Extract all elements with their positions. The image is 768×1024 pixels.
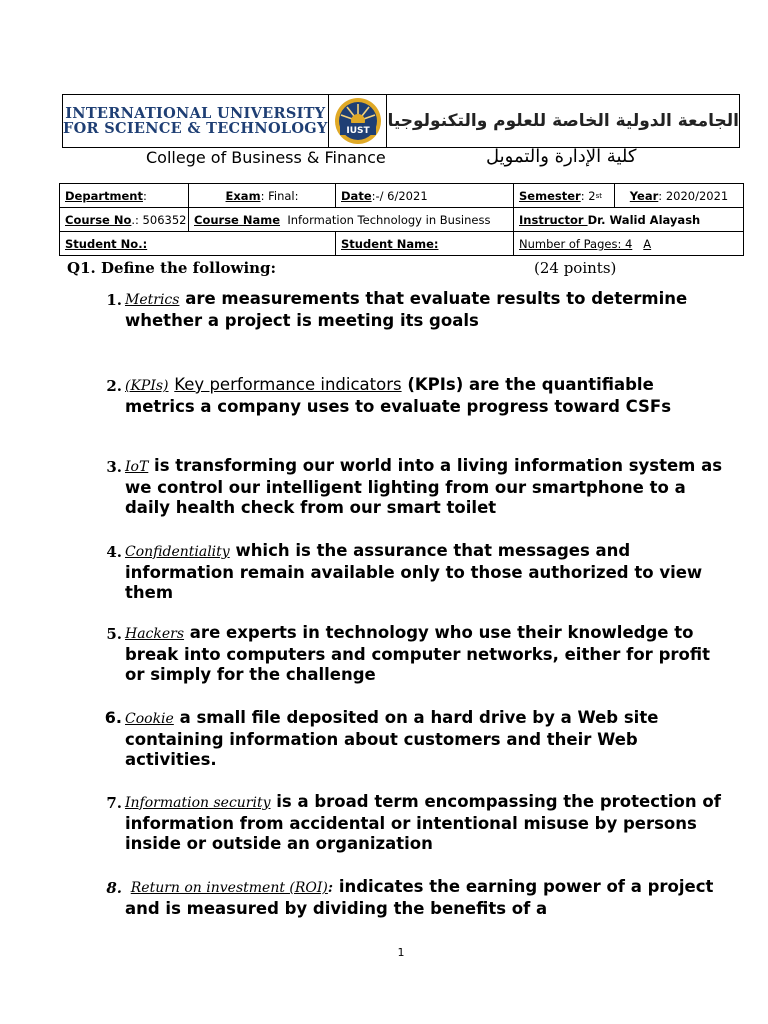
definition-text: Information security is a broad term encompassing the protection of information from accidental or intentional misuse by persons inside or outside an organization	[125, 792, 721, 854]
exam-info-table	[59, 183, 744, 256]
iust-seal-icon	[331, 96, 385, 146]
definition-text: Return on investment (ROI): indicates the earning power of a project and is measured by dividing the benefits of a	[125, 877, 714, 918]
item-number: 2.	[106, 377, 122, 395]
college-name-ar: كلية الإدارة والتمويل	[486, 146, 637, 167]
college-name-en: College of Business & Finance	[146, 148, 386, 167]
university-name-line1: INTERNATIONAL UNIVERSITY	[65, 105, 326, 122]
year-cell: Year: 2020/2021	[629, 188, 729, 203]
letterhead	[62, 94, 740, 148]
item-number: 3.	[106, 458, 122, 476]
definition-text: Metrics are measurements that evaluate results to determine whether a project is meeting its goals	[125, 289, 688, 330]
item-number: 6.	[104, 708, 122, 727]
item-number: 4.	[106, 543, 122, 561]
item-number: 8.	[106, 879, 122, 897]
table-row	[60, 184, 744, 208]
term: IoT	[125, 459, 149, 475]
table-row	[60, 208, 744, 232]
department-cell: Department:	[60, 184, 189, 208]
table-row	[60, 232, 744, 256]
definition-text: Hackers are experts in technology who use their knowledge to break into computers and computer networks, either for profit or simply for the challenge	[125, 623, 710, 685]
term: Metrics	[125, 292, 180, 308]
item-number: 7.	[106, 794, 122, 812]
semester-year-cell	[514, 184, 744, 208]
term: Return on investment (ROI)	[130, 880, 328, 896]
question-title: Q1. Define the following:	[67, 259, 277, 277]
term: Hackers	[125, 626, 185, 642]
term: Cookie	[125, 711, 174, 727]
university-name-ar	[387, 95, 739, 147]
university-name-en	[63, 95, 329, 147]
definition-text: Confidentiality which is the assurance that messages and information remain available only to those authorized to view them	[125, 541, 703, 603]
exam-cell: Exam: Final:	[189, 184, 336, 208]
item-number: 5.	[106, 625, 122, 643]
term: Confidentiality	[125, 544, 230, 560]
question-points: (24 points)	[534, 259, 617, 277]
definition-text: (KPIs) Key performance indicators (KPIs) are the quantifiable metrics a company uses to evaluate progress toward CSFs	[125, 375, 672, 416]
course-name-cell: Course Name Information Technology in Business	[189, 208, 514, 232]
page-number: 1	[397, 946, 405, 959]
university-name-line2: FOR SCIENCE & TECHNOLOGY	[63, 120, 328, 137]
university-logo	[329, 95, 388, 147]
definition-text: Cookie a small file deposited on a hard drive by a Web site containing information about customers and their Web activities.	[125, 708, 659, 770]
logo-text: IUST	[345, 126, 370, 136]
university-name-arabic: الجامعة الدولية الخاصة للعلوم والتكنولوجيا	[387, 111, 739, 131]
student-name-cell: Student Name:	[336, 232, 514, 256]
student-no-cell: Student No.:	[60, 232, 336, 256]
pages-cell: Number of Pages: 4 A	[514, 232, 744, 256]
term: Information security	[125, 795, 271, 811]
item-number: 1.	[106, 291, 122, 309]
definition-text: IoT is transforming our world into a living information system as we control our intelligent lighting from our smartphone to a daily health check from our smart toilet	[125, 456, 723, 518]
date-cell: Date:-/ 6/2021	[336, 184, 514, 208]
instructor-cell: Instructor Dr. Walid Alayash	[514, 208, 744, 232]
course-no-cell: Course No.: 506352	[60, 208, 189, 232]
semester-cell: Semester : 2 st	[514, 184, 615, 207]
term: (KPIs)	[125, 378, 169, 394]
